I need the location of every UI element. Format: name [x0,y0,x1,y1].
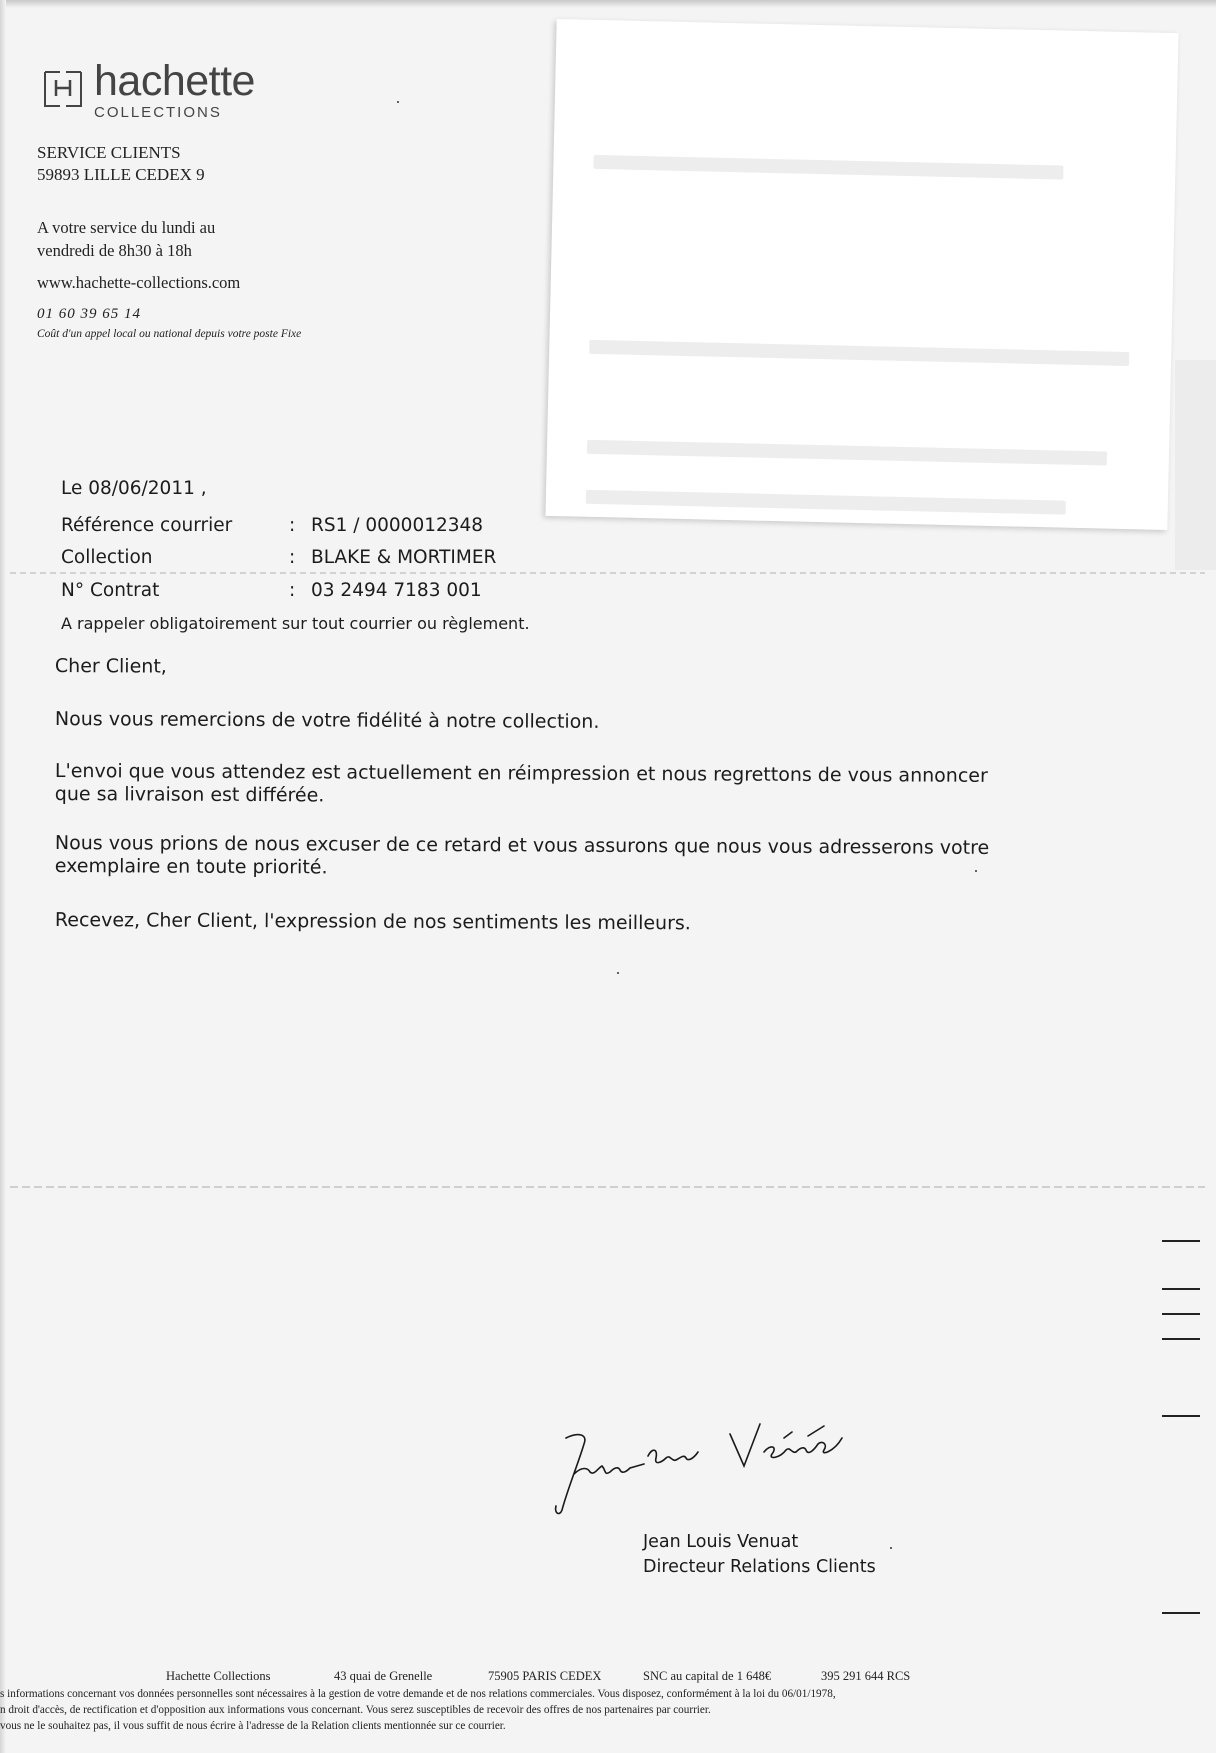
letter-paragraph-2 [55,760,1135,812]
legal-notice-line-1: s informations concernant vos données personnelles sont nécessaires à la gestion de votre demande et de nos relations commerciales. Vous disposez, conformément à la loi du 06/01/1978, [0,1688,836,1700]
collection-label: Collection [61,547,153,568]
letter-paragraph-3-line-2: exemplaire en toute priorité. [54,854,328,879]
footer-company: Hachette Collections [166,1669,271,1683]
faded-text-line [593,155,1063,180]
collection-value: BLAKE & MORTIMER [311,547,497,568]
scan-speck [890,1547,892,1549]
logo-subtitle: COLLECTIONS [94,104,222,121]
scan-speck [617,972,619,974]
margin-tick [1162,1612,1200,1614]
footer-address: 43 quai de Grenelle [334,1669,433,1683]
faded-text-line [587,440,1107,466]
sender-city: 59893 LILLE CEDEX 9 [37,165,205,184]
margin-tick [1162,1240,1200,1242]
letter-salutation: Cher Client, [54,655,167,678]
margin-tick [1162,1415,1200,1417]
sender-website: www.hachette-collections.com [37,273,241,292]
sender-phone-note: Coût d'un appel local ou national depuis votre poste Fixe [37,328,302,340]
logo-wordmark: hachette [94,57,255,105]
faded-text-line [589,340,1129,366]
reference-colon: : [289,515,296,536]
letter-paragraph-3 [55,832,1135,884]
page-left-edge [0,0,6,1753]
sender-department: SERVICE CLIENTS [37,143,181,162]
legal-notice-line-3: vous ne le souhaitez pas, il vous suffit de nous écrire à l'adresse de la Relation clients mentionnée sur ce courrier. [0,1720,506,1732]
footer-capital: SNC au capital de 1 648€ [643,1669,772,1683]
faded-text-line [586,490,1066,515]
scan-speck [397,101,399,103]
contract-colon: : [289,580,296,601]
hachette-logo-icon [42,66,84,108]
reference-value: RS1 / 0000012348 [311,515,484,536]
signatory-name: Jean Louis Venuat [643,1532,799,1552]
margin-tick [1162,1313,1200,1315]
fold-line-upper [10,572,1205,574]
contract-label: N° Contrat [61,580,160,601]
reference-label: Référence courrier [61,515,233,536]
sender-phone: 01 60 39 65 14 [37,306,141,322]
letter-date: Le 08/06/2011 , [61,478,207,499]
footer-city: 75905 PARIS CEDEX [488,1669,602,1683]
margin-tick [1162,1338,1200,1340]
legal-notice-line-2: n droit d'accès, de rectification et d'opposition aux informations vous concernant. Vous serez susceptibles de recevoir des offres de nos partenaires par courrier. [0,1704,711,1716]
letter-closing: Recevez, Cher Client, l'expression de nos sentiments les meilleurs. [54,909,691,935]
hachette-logo [42,57,255,121]
scan-speck [975,870,977,872]
handwritten-signature [548,1418,868,1518]
overlapping-paper-sheet [545,19,1178,530]
reference-reminder-note: A rappeler obligatoirement sur tout courrier ou règlement. [61,614,530,633]
footer-rcs: 395 291 644 RCS [821,1669,911,1683]
contract-value: 03 2494 7183 001 [311,580,482,601]
service-hours-line-1: A votre service du lundi au [37,218,216,237]
service-hours-line-2: vendredi de 8h30 à 18h [37,241,192,260]
letter-paragraph-1: Nous vous remercions de votre fidélité à notre collection. [54,708,600,733]
page-top-edge [0,0,1216,8]
letter-paragraph-2-line-1: L'envoi que vous attendez est actuellement en réimpression et nous regrettons de vous annoncer [54,760,988,787]
letter-paragraph-2-line-2: que sa livraison est différée. [54,782,325,807]
letter-paragraph-3-line-1: Nous vous prions de nous excuser de ce retard et vous assurons que nous vous adresserons votre [54,832,990,859]
fold-line-lower [10,1186,1205,1188]
paper-edge-strip [1175,360,1216,570]
signatory-title: Directeur Relations Clients [643,1557,876,1577]
collection-colon: : [289,547,296,568]
margin-tick [1162,1288,1200,1290]
